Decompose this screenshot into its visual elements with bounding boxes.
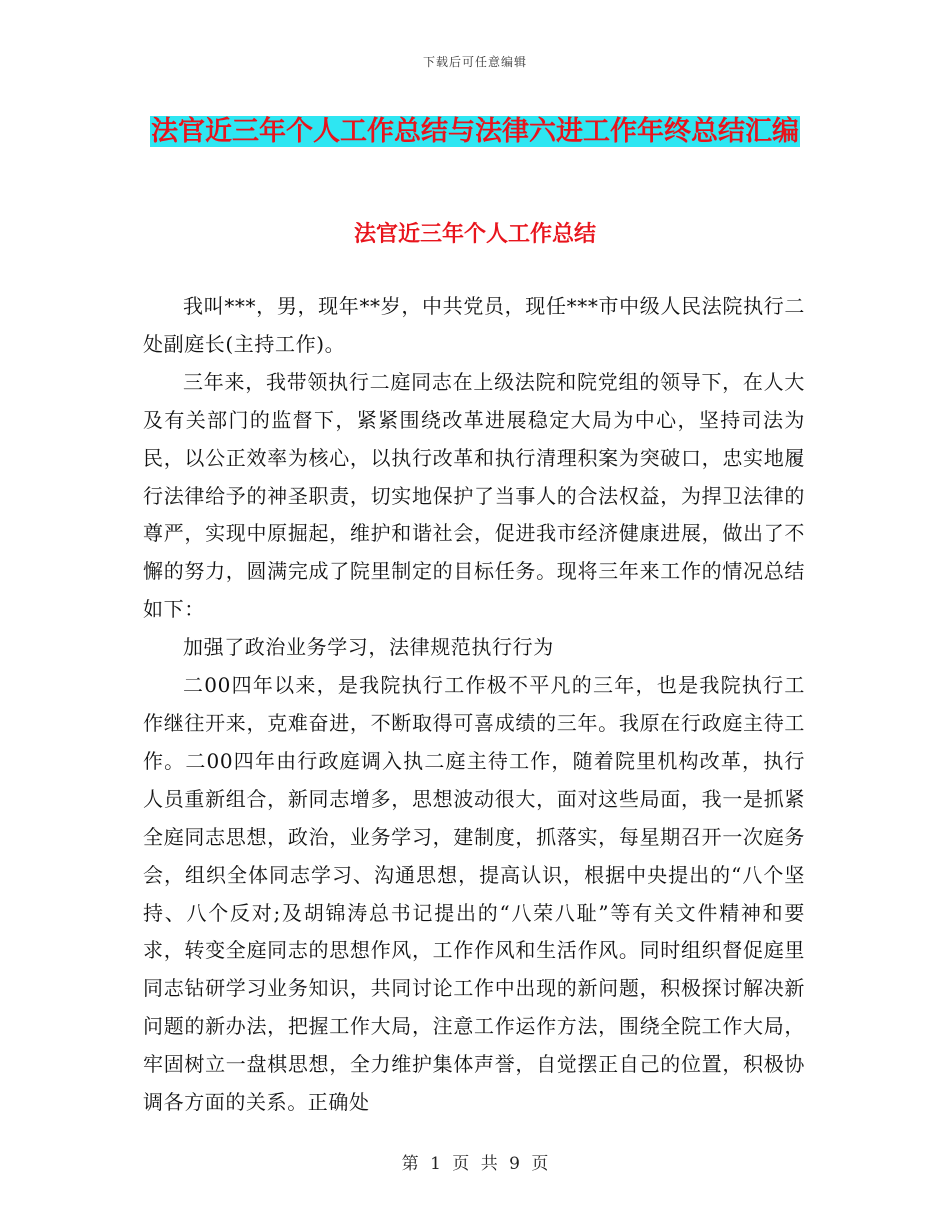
document-title <box>140 108 810 156</box>
paragraph-overview: 三年来，我带领执行二庭同志在上级法院和院党组的领导下，在人大及有关部门的监督下，紧紧围绕改革进展稳定大局为中心，坚持司法为民，以公正效率为核心，以执行改革和执行清理积案为突破口，忠实地履行法律给予的神圣职责，切实地保护了当事人的合法权益，为捍卫法律的尊严，实现中原掘起，维护和谐社会，促进我市经济健康进展，做出了不懈的努力，圆满完成了院里制定的目标任务。现将三年来工作的情况总结如下： <box>143 369 805 622</box>
page-footer: 第 1 页 共 9 页 <box>401 1154 549 1174</box>
section-title: 法官近三年个人工作总结 <box>353 222 596 247</box>
document-body <box>143 288 805 1122</box>
header-note: 下载后可任意编辑 <box>422 55 527 69</box>
paragraph-subheading: 加强了政治业务学习，法律规范执行行为 <box>183 635 554 660</box>
document-title-text: 法官近三年个人工作总结与法律六进工作年终总结汇编 <box>151 116 799 147</box>
paragraph-intro: 我叫***，男，现年**岁，中共党员，现任***市中级人民法院执行二处副庭长(主持工作)。 <box>143 294 805 356</box>
paragraph-details: 二00四年以来，是我院执行工作极不平凡的三年，也是我院执行工作继往开来，克难奋进，不断取得可喜成绩的三年。我原在行政庭主待工作。二00四年由行政庭调入执二庭主待工作，随着院里机构改革，执行人员重新组合，新同志增多，思想波动很大，面对这些局面，我一是抓紧全庭同志思想，政治，业务学习，建制度，抓落实，每星期召开一次庭务会，组织全体同志学习、沟通思想，提高认识，根据中央提出的“八个坚持、八个反对;及胡锦涛总书记提出的“八荣八耻”等有关文件精神和要求，转变全庭同志的思想作风，工作作风和生活作风。同时组织督促庭里同志钻研学习业务知识，共同讨论工作中出现的新问题，积极探讨解决新问题的新办法，把握工作大局，注意工作运作方法，围绕全院工作大局，牢固树立一盘棋思想，全力维护集体声誉，自觉摆正自己的位置，积极协调各方面的关系。正确处 <box>143 673 805 1115</box>
